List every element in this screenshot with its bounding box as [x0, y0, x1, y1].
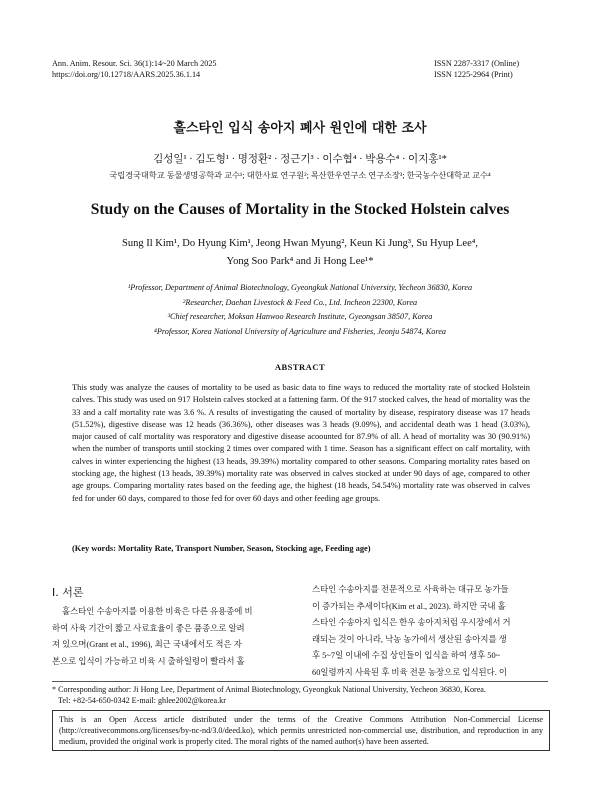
right-line-3: 스타인 수송아지 입식은 한우 송아지처럼 우시장에서 거: [312, 618, 511, 627]
issn-print: ISSN 1225-2964 (Print): [434, 70, 513, 79]
authors-line-2: Yong Soo Park⁴ and Ji Hong Lee¹*: [226, 256, 374, 267]
affiliation-3: ³Chief researcher, Moksan Hanwoo Research Institute, Gyeongsan 38507, Korea: [167, 312, 433, 321]
affiliation-2: ²Researcher, Daehan Livestock & Feed Co., Ltd. Incheon 22300, Korea: [182, 297, 418, 307]
right-line-4: 래되는 것이 아니라, 낙농 농가에서 생산된 송아지를 생: [312, 634, 507, 644]
left-column: [52, 604, 284, 670]
korean-authors: 김성일¹ · 김도형¹ · 명정환² · 정근기³ · 이수협⁴ · 박용수⁴ · 이지홍¹*: [153, 154, 447, 165]
right-line-5: 후 5~7일 이내에 수집 상인들이 입식을 하여 생후 50~: [312, 651, 501, 660]
contact-info: Tel: +82-54-650-0342 E-mail: ghlee2002@korea.kr: [58, 696, 226, 705]
issn-block: [434, 58, 519, 80]
section-heading: Ⅰ. 서론: [52, 586, 84, 599]
affiliation-1: ¹Professor, Department of Animal Biotechnology, Gyeongkuk National University, Yecheon 36830, Korea: [127, 283, 473, 292]
korean-affiliations: 국립경국대학교 동물생명공학과 교수¹; 대한사료 연구원²; 목산한우연구소 연구소장³; 한국농수산대학교 교수⁴: [109, 171, 491, 180]
footnote-divider: [52, 681, 548, 682]
authors-line-1: Sung Il Kim¹, Do Hyung Kim¹, Jeong Hwan Myung², Keun Ki Jung³, Su Hyup Lee⁴,: [121, 238, 479, 249]
corresponding-author: * Corresponding author: Ji Hong Lee, Department of Animal Biotechnology, Gyeongkuk National University, Yecheon 36830, Korea.: [52, 685, 486, 694]
english-affiliations: [60, 281, 540, 339]
left-line-3: 져 있으며(Grant et al., 1996), 최근 국내에서도 적은 자: [52, 640, 242, 649]
english-authors: [70, 235, 530, 271]
left-line-1: 홀스타인 수송아지를 이용한 비육은 다른 유용종에 비: [62, 607, 253, 616]
journal-header: [52, 58, 217, 80]
issn-online: ISSN 2287-3317 (Online): [434, 59, 520, 68]
journal-citation: Ann. Anim. Resour. Sci. 36(1):14~20 March 2025: [52, 59, 217, 68]
abstract-body: This study was analyze the causes of mortality to be used as basic data to fine ways to reduced the mortality rate of stocked Holstein calves. This study was used on 917 Holstein calves stocked at a fattening farm. Of the 917 stocked calves, the head of mortality was the 33 and a calf mortality rate was 3.6 %. A results of investigating the caused of mortality by disease, respiratory disease was 17 heads (51.52%), digestive disease was 12 heads (36.36%), other diseases was 3 heads (9.09%), and accidental death was 1 head (3.03%), major caused of calf mortality was resporatory and digestive disease acoounted for 87.9% of all. A head of mortality was 30 (90.91%) when the number of transports until stocking 2 times over compared with 1 time. Season has a significant effect on calf mortality, with calves in winter experiencing the highest (13 heads, 39.39%) mortality compared to other seasons. Comparing mortality rates based on stocking age, the highest (13 heads, 39.39%) mortality rate was observed in calves stocked at under 90 days of age, compared to other age groups. Comparing mortality rates based on the feeding age, the highest (18 heads, 54.54%) mortality rate was observed in calves fed for under 60 days, compared to those fed for over 60 days and other feeding age groups.: [72, 383, 530, 503]
korean-title: 홀스타인 입식 송아지 폐사 원인에 대한 조사: [173, 121, 427, 136]
abstract-heading: ABSTRACT: [274, 362, 326, 372]
open-access-notice: This is an Open Access article distributed under the terms of the Creative Commons Attribution Non-Commercial License (http://creativecommons.org/licenses/by-nc-nd/3.0/deed.ko), which permits unrestricted non-commercial use, distribution, and reproduction in any medium, provided the original work is properly cited. The moral rights of the named author(s) have been asserted.: [52, 710, 550, 751]
corresponding-note: [52, 684, 552, 706]
doi-link[interactable]: https://doi.org/10.12718/AARS.2025.36.1.14: [52, 70, 201, 79]
left-line-4: 본으로 입식이 가능하고 비육 시 출하일령이 빨라서 홀: [52, 656, 245, 666]
right-column: [312, 582, 548, 681]
keywords: (Key words: Mortality Rate, Transport Number, Season, Stocking age, Feeding age): [72, 544, 371, 553]
english-title: Study on the Causes of Mortality in the Stocked Holstein calves: [90, 201, 510, 218]
right-line-6: 60일령까지 사육된 후 비육 전문 농장으로 입식된다. 이: [312, 667, 508, 677]
affiliation-4: ⁴Professor, Korea National University of Agriculture and Fisheries, Jeonju 54874, Korea: [154, 326, 446, 336]
left-line-2: 하여 사육 기간이 짧고 사료효율이 좋은 품종으로 알려: [52, 623, 245, 633]
right-line-1: 스타인 수송아지를 전문적으로 사육하는 대규모 농가들: [312, 585, 509, 594]
right-line-2: 이 증가되는 추세이다(Kim et al., 2023). 하지만 국내 홀: [312, 601, 506, 611]
